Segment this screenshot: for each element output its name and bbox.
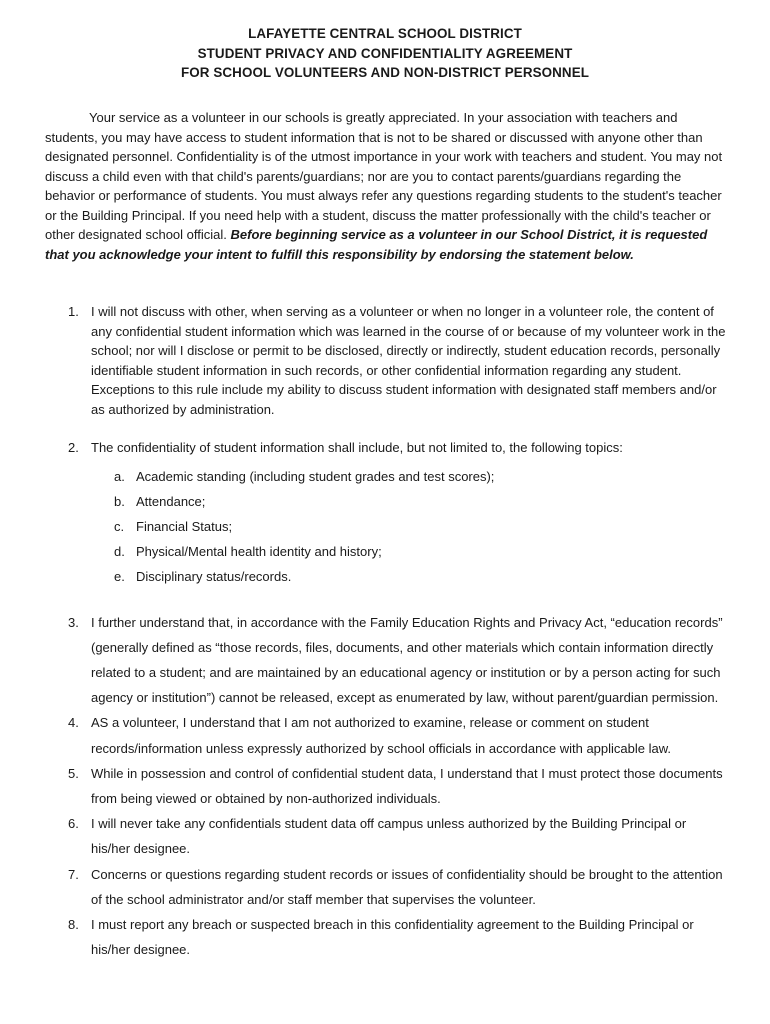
item-number: 4. bbox=[68, 715, 79, 731]
item-text: I further understand that, in accordance with the Family Education Rights and Privacy Act, “education records” (generally defined as “those records, files, documents, and other materials which contain information directly related to a student; and are maintained by an educational agency or institution or by a person acting for such agency or institution”) cannot be released, except as enumerated by law, without parent/guardian permission. bbox=[91, 614, 723, 706]
list-item bbox=[68, 862, 728, 912]
list-item bbox=[68, 761, 728, 811]
intro-text: Your service as a volunteer in our schools is greatly appreciated. In your association with teachers and students, you may have access to student information that is not to be shared or discussed with anyone other than designated personnel. Confidentiality is of the utmost importance in your work with teachers and student. You may not discuss a child even with that child's parents/guardians; nor are you to contact parents/guardians regarding the behavior or performance of students. You must always refer any questions regarding students to the student's teacher or the Building Principal. If you need help with a student, discuss the matter professionally with the child's teacher or other designated school official. bbox=[45, 110, 723, 242]
sub-item-letter: a. bbox=[114, 468, 125, 484]
sub-item-letter: d. bbox=[114, 543, 125, 559]
item-text: Concerns or questions regarding student records or issues of confidentiality should be brought to the attention of the school administrator and/or staff member that supervises the volunteer. bbox=[91, 866, 723, 907]
sub-item bbox=[114, 464, 728, 489]
item-text: While in possession and control of confidential student data, I understand that I must protect those documents from being viewed or obtained by non-authorized individuals. bbox=[91, 765, 723, 806]
item-number: 3. bbox=[68, 614, 79, 630]
list-item bbox=[68, 811, 728, 861]
item-text: The confidentiality of student information shall include, but not limited to, the following topics: bbox=[91, 440, 623, 455]
item-text: I will never take any confidentials student data off campus unless authorized by the Building Principal or his/her designee. bbox=[91, 816, 687, 857]
sub-item bbox=[114, 539, 728, 564]
agreement-subtitle: FOR SCHOOL VOLUNTEERS AND NON-DISTRICT PERSONNEL bbox=[180, 65, 590, 80]
sub-item-letter: e. bbox=[114, 568, 125, 584]
item-text: I must report any breach or suspected breach in this confidentiality agreement to the Building Principal or his/her designee. bbox=[91, 916, 694, 958]
list-item bbox=[68, 302, 728, 419]
list-item bbox=[68, 710, 728, 760]
list-item bbox=[68, 438, 728, 589]
document-title-block bbox=[0, 24, 770, 83]
item-number: 7. bbox=[68, 866, 79, 882]
sub-item-text: Financial Status; bbox=[136, 518, 233, 534]
agreement-title: STUDENT PRIVACY AND CONFIDENTIALITY AGREEMENT bbox=[197, 45, 573, 61]
sub-item-text: Attendance; bbox=[136, 493, 206, 509]
spacer bbox=[68, 589, 728, 610]
sub-item-text: Academic standing (including student grades and test scores); bbox=[136, 468, 495, 484]
list-item bbox=[68, 912, 728, 962]
item-number: 1. bbox=[68, 304, 79, 319]
item-number: 6. bbox=[68, 816, 79, 832]
sub-item bbox=[114, 564, 728, 589]
sub-item-text: Physical/Mental health identity and history; bbox=[136, 543, 382, 559]
district-name: LAFAYETTE CENTRAL SCHOOL DISTRICT bbox=[248, 26, 522, 41]
intro-paragraph bbox=[45, 108, 725, 264]
sub-item bbox=[114, 514, 728, 539]
sub-list bbox=[91, 464, 728, 589]
sub-item-text: Disciplinary status/records. bbox=[136, 568, 292, 584]
sub-item bbox=[114, 489, 728, 514]
agreement-list bbox=[68, 302, 728, 962]
item-number: 5. bbox=[68, 765, 79, 781]
sub-item-letter: b. bbox=[114, 493, 125, 509]
sub-item-letter: c. bbox=[114, 518, 125, 534]
item-text: AS a volunteer, I understand that I am not authorized to examine, release or comment on student records/information unless expressly authorized by school officials in accordance with applicable law. bbox=[91, 715, 672, 756]
list-item bbox=[68, 610, 728, 711]
item-number: 2. bbox=[68, 440, 79, 455]
intro-emphasis: Before beginning service as a volunteer in our School District, it is requested that you acknowledge your intent to fulfill this responsibility by endorsing the statement below. bbox=[45, 227, 708, 262]
item-number: 8. bbox=[68, 916, 79, 932]
item-text: I will not discuss with other, when serving as a volunteer or when no longer in a volunteer role, the content of any confidential student information which was learned in the course of or because of my volunteer work in the school; nor will I disclose or permit to be disclosed, directly or indirectly, student education records, personally identifiable student information in such records, or other confidential information regarding any student. Exceptions to this rule include my ability to discuss student information with designated staff members and/or as authorized by administration. bbox=[91, 304, 726, 417]
